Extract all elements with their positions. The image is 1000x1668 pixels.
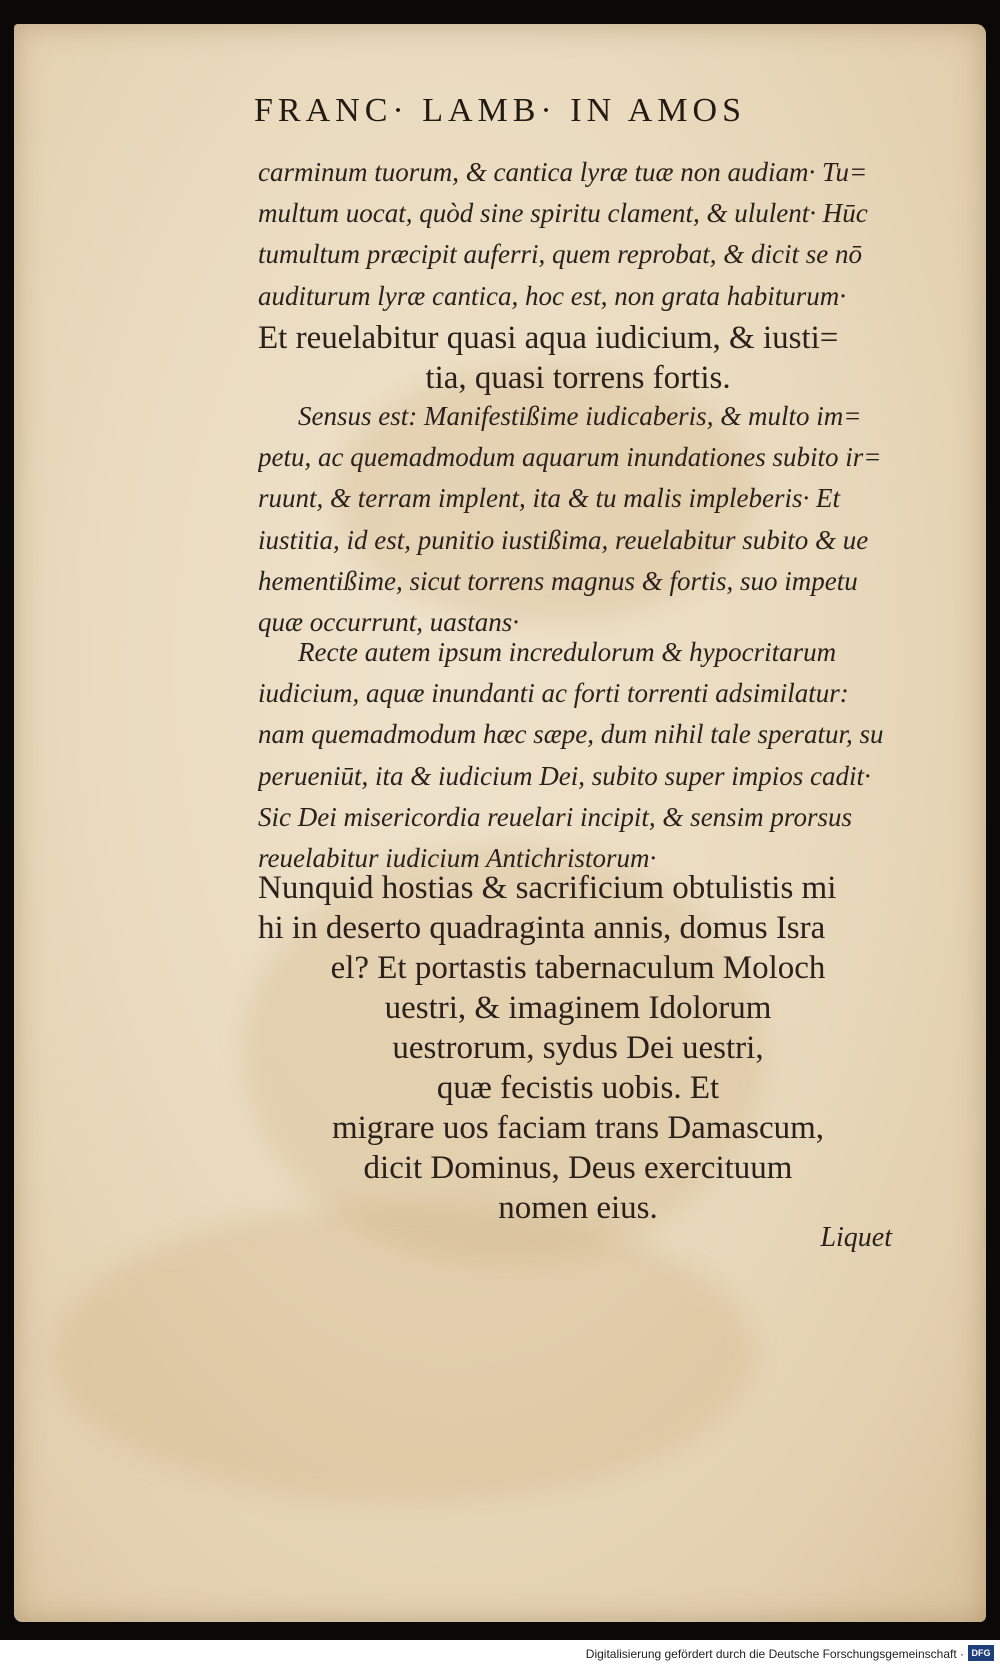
text-line: hi in deserto quadraginta annis, domus Isra [258, 910, 826, 946]
running-head: FRANC· LAMB· IN AMOS [254, 92, 746, 129]
text-line: nam quemadmodum hæc sæpe, dum nihil tale speratur, su [258, 719, 884, 750]
catchword: Liquet [820, 1222, 892, 1253]
scripture-verse-1 [258, 318, 898, 398]
text-line: Sensus est: Manifestißime iudicaberis, & multo im= [298, 401, 862, 431]
commentary-paragraph-1 [258, 152, 898, 317]
text-line: tia, quasi torrens fortis. [425, 360, 731, 396]
text-line: Sic Dei misericordia reuelari incipit, & sensim prorsus [258, 801, 852, 832]
scripture-verse-2 [258, 868, 898, 1228]
text-line: iudicium, aquæ inundanti ac forti torrenti adsimilatur: [258, 678, 849, 709]
text-line: Et reuelabitur quasi aqua iudicium, & iusti= [258, 320, 839, 356]
text-line: auditurum lyræ cantica, hoc est, non grata habiturum· [258, 280, 846, 311]
text-line: el? Et portastis tabernaculum Moloch [330, 950, 826, 986]
text-line: nomen eius. [498, 1190, 658, 1226]
text-line: Recte autem ipsum incredulorum & hypocritarum [298, 637, 837, 667]
text-line: quæ occurrunt, uastans· [258, 607, 520, 638]
text-line: perueniūt, ita & iudicium Dei, subito super impios cadit· [258, 760, 871, 791]
text-line: Nunquid hostias & sacrificium obtulistis mi [258, 870, 837, 906]
commentary-paragraph-2 [258, 396, 898, 643]
funding-credit: Digitalisierung gefördert durch die Deutsche Forschungsgemeinschaft · [585, 1647, 964, 1661]
text-line: dicit Dominus, Deus exercituum [363, 1150, 793, 1186]
text-line: iustitia, id est, punitio iustißima, reuelabitur subito & ue [258, 524, 869, 555]
text-line: reuelabitur iudicium Antichristorum· [258, 843, 657, 874]
text-line: carminum tuorum, & cantica lyræ tuæ non audiam· Tu= [258, 157, 868, 187]
text-line: migrare uos faciam trans Damascum, [331, 1110, 825, 1146]
text-line: hementißime, sicut torrens magnus & fortis, suo impetu [258, 565, 858, 596]
text-line: uestri, & imaginem Idolorum [384, 990, 772, 1026]
water-stain [54, 1204, 754, 1504]
text-line: uestrorum, sydus Dei uestri, [392, 1030, 764, 1066]
text-line: multum uocat, quòd sine spiritu clament, & ululent· Hūc [258, 198, 868, 229]
text-line: quæ fecistis uobis. Et [436, 1070, 720, 1106]
text-line: ruunt, & terram implent, ita & tu malis impleberis· Et [258, 483, 840, 514]
text-line: petu, ac quemadmodum aquarum inundationes subito ir= [258, 442, 882, 473]
commentary-paragraph-3 [258, 632, 898, 879]
dfg-logo: DFG [968, 1645, 994, 1661]
text-line: tumultum præcipit auferri, quem reprobat, & dicit se nō [258, 239, 862, 270]
